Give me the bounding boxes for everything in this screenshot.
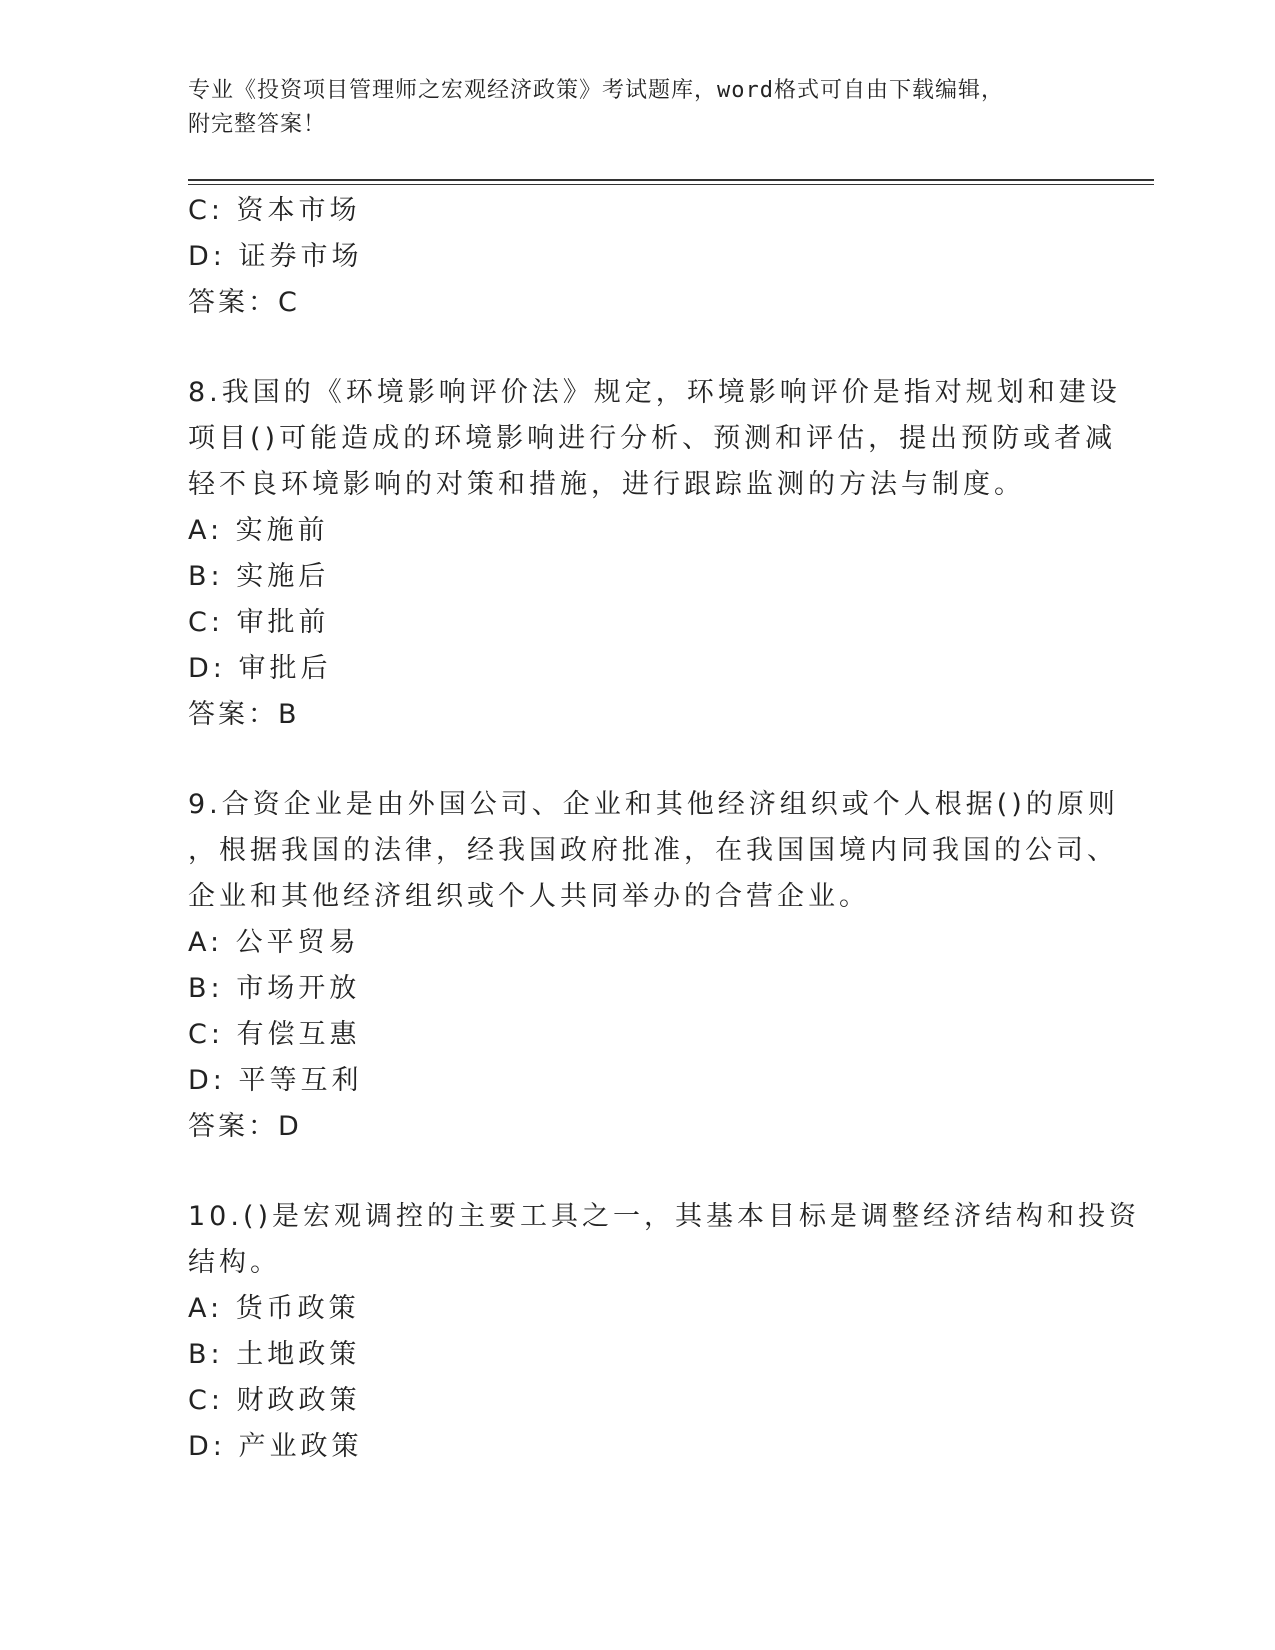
spacer: [188, 326, 1088, 370]
option-item: B: 市场开放: [188, 973, 361, 1004]
option-item: C: 财政政策: [188, 1385, 361, 1416]
question-text: 9.合资企业是由外国公司、企业和其他经济组织或个人根据()的原则: [188, 789, 1119, 820]
question-text: 10.()是宏观调控的主要工具之一，其基本目标是调整经济结构和投资: [188, 1201, 1141, 1232]
question-content: [188, 188, 1141, 1470]
answer-line: 答案：D: [188, 1111, 302, 1142]
header-line: 附完整答案！: [188, 112, 327, 137]
option-item: D: 产业政策: [188, 1431, 363, 1462]
spacer: [188, 1150, 1088, 1194]
question-10: [188, 1194, 1141, 1470]
header-divider: [188, 179, 1154, 181]
header-divider-thin: [188, 184, 1154, 185]
spacer: [188, 738, 1088, 782]
option-item: B: 土地政策: [188, 1339, 361, 1370]
question-text: 8.我国的《环境影响评价法》规定，环境影响评价是指对规划和建设: [188, 377, 1121, 408]
option-item: B: 实施后: [188, 561, 330, 592]
carryover-question: [188, 188, 1088, 326]
option-item: D: 平等互利: [188, 1065, 363, 1096]
question-text: 项目()可能造成的环境影响进行分析、预测和评估，提出预防或者减: [188, 423, 1117, 454]
option-item: A: 公平贸易: [188, 927, 360, 958]
question-9: [188, 782, 1119, 1150]
question-text: 轻不良环境影响的对策和措施，进行跟踪监测的方法与制度。: [188, 469, 1025, 500]
header-line: 专业《投资项目管理师之宏观经济政策》考试题库，word格式可自由下载编辑，: [188, 78, 1004, 103]
option-item: C: 审批前: [188, 607, 330, 638]
option-item: C: 有偿互惠: [188, 1019, 361, 1050]
option-item: C: 资本市场: [188, 195, 361, 226]
question-text: ，根据我国的法律，经我国政府批准，在我国国境内同我国的公司、: [188, 835, 1118, 866]
option-item: D: 审批后: [188, 653, 332, 684]
page-header: [188, 74, 1088, 142]
question-text: 结构。: [188, 1247, 281, 1278]
answer-line: 答案：C: [188, 287, 300, 318]
option-item: D: 证券市场: [188, 241, 363, 272]
question-text: 企业和其他经济组织或个人共同举办的合营企业。: [188, 881, 870, 912]
option-item: A: 货币政策: [188, 1293, 360, 1324]
option-item: A: 实施前: [188, 515, 329, 546]
answer-line: 答案：B: [188, 699, 300, 730]
question-8: [188, 370, 1121, 738]
